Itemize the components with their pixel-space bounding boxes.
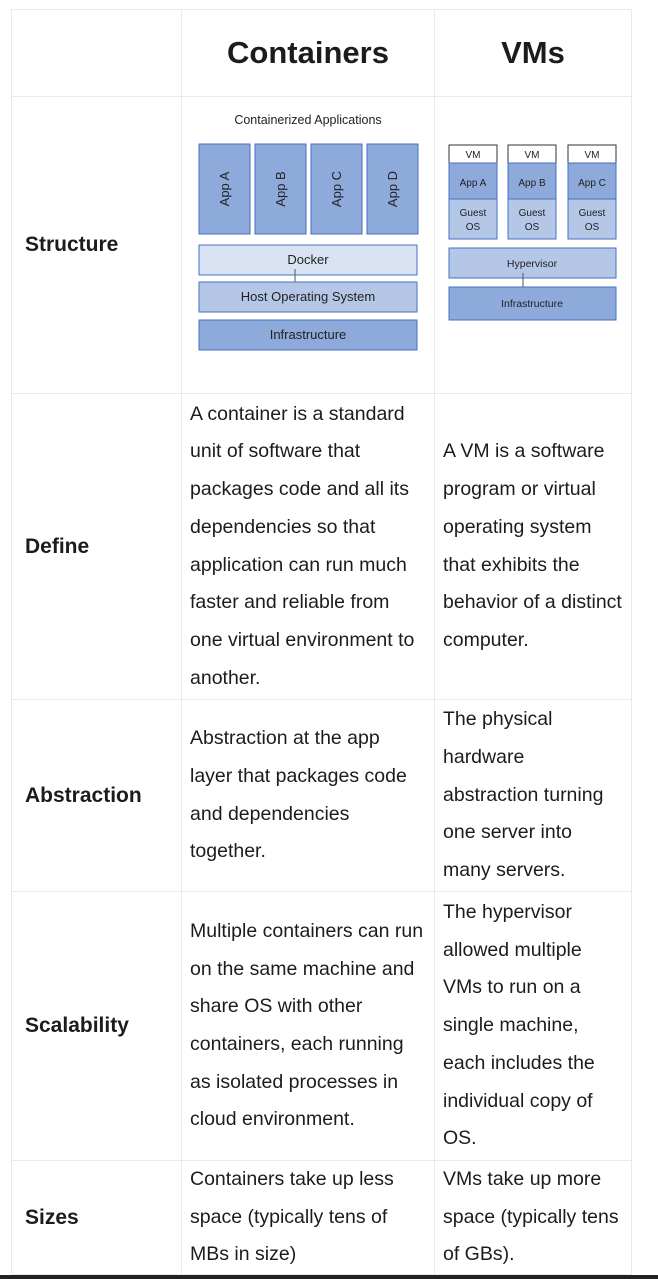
containers-define-text: A container is a standard unit of software that packages code and all its dependencies so that application can run much faster and reliable from one virtual environment to another. [182, 394, 435, 700]
vm-c-os-label: OS [584, 222, 600, 233]
containers-abstraction-text: Abstraction at the app layer that packages code and dependencies together. [182, 700, 435, 892]
header-row [12, 10, 632, 97]
vm-app-b-label: App B [518, 178, 546, 189]
vm-c-label: VM [584, 150, 600, 161]
vm-stack-c [568, 145, 616, 239]
vm-b-label: VM [524, 150, 540, 161]
container-app-c [311, 144, 362, 234]
container-app-d-label: App D [385, 170, 400, 208]
host-os-layer [199, 282, 417, 312]
containers-sizes-text: Containers take up less space (typically tens of MBs in size) [182, 1161, 435, 1275]
row-label-define: Define [12, 394, 182, 700]
vm-stack-b [508, 145, 556, 239]
host-os-label: Host Operating System [240, 289, 376, 304]
row-label-sizes: Sizes [12, 1161, 182, 1275]
vms-abstraction-text: The physical hardware abstraction turning one server into many servers. [435, 700, 632, 892]
header-containers: Containers [182, 10, 435, 97]
containerized-applications-title: Containerized Applications [234, 113, 382, 127]
vm-a-label: VM [465, 150, 481, 161]
container-app-b-label: App B [273, 171, 288, 207]
vm-a-os-label: OS [465, 222, 481, 233]
header-vms: VMs [435, 10, 632, 97]
vm-infrastructure-layer [449, 287, 616, 320]
row-label-structure: Structure [12, 97, 182, 394]
container-app-a-label: App A [217, 171, 232, 207]
vm-infrastructure-label: Infrastructure [501, 298, 563, 310]
container-app-c-label: App C [329, 170, 344, 208]
vm-app-c-label: App C [578, 178, 606, 189]
infrastructure-label: Infrastructure [269, 327, 347, 342]
row-label-abstraction: Abstraction [12, 700, 182, 892]
containers-structure-cell [182, 97, 435, 394]
container-app-a [199, 144, 250, 234]
hypervisor-layer [449, 248, 616, 278]
vms-structure-cell [435, 97, 632, 394]
row-label-scalability: Scalability [12, 892, 182, 1161]
vm-a-guest-label: Guest [459, 208, 487, 219]
docker-layer [199, 245, 417, 275]
vm-app-a-label: App A [459, 178, 487, 189]
bottom-divider [0, 1275, 658, 1279]
comparison-page [11, 9, 631, 1275]
vm-c-guest-label: Guest [578, 208, 606, 219]
docker-label: Docker [287, 252, 329, 267]
row-sizes [12, 1161, 632, 1275]
vms-sizes-text: VMs take up more space (typically tens of GBs). [435, 1161, 632, 1275]
containers-scalability-text: Multiple containers can run on the same machine and share OS with other containers, each running as isolated processes in cloud environment. [182, 892, 435, 1161]
header-corner-cell [12, 10, 182, 97]
row-define [12, 394, 632, 700]
row-structure [12, 97, 632, 394]
vms-scalability-text: The hypervisor allowed multiple VMs to run on a single machine, each includes the individual copy of OS. [435, 892, 632, 1161]
vms-architecture-diagram [435, 97, 632, 388]
vms-define-text: A VM is a software program or virtual operating system that exhibits the behavior of a distinct computer. [435, 394, 632, 700]
container-app-b [255, 144, 306, 234]
vm-stack-a [449, 145, 497, 239]
row-scalability [12, 892, 632, 1161]
hypervisor-label: Hypervisor [506, 258, 558, 270]
vm-b-os-label: OS [524, 222, 540, 233]
row-abstraction [12, 700, 632, 892]
infrastructure-layer [199, 320, 417, 350]
containers-architecture-diagram [182, 97, 435, 388]
containers-vs-vms-table [11, 9, 632, 1275]
container-app-d [367, 144, 418, 234]
vm-b-guest-label: Guest [518, 208, 546, 219]
